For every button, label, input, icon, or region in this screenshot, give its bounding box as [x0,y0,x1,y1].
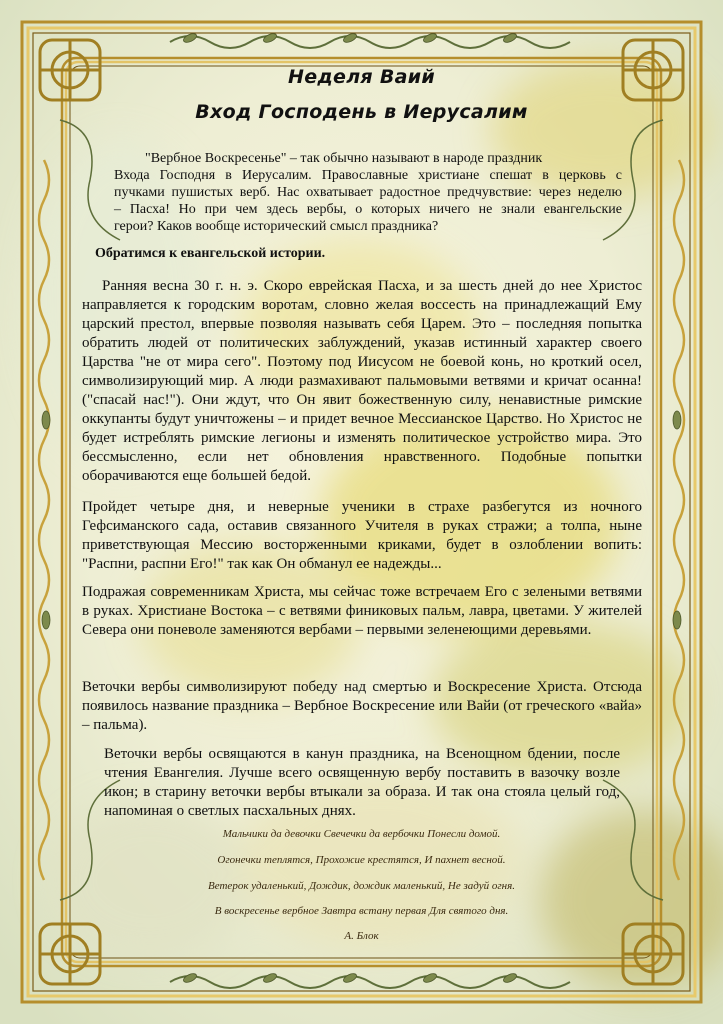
intro-line: пучками пушистых верб. Нас охватывает радостное предчувствие: через неделю [114,185,622,200]
page-title-line1: Неделя Ваий [288,66,435,88]
intro-line: Входа Господня в Иерусалим. Православные христиане спешат в церковь с [114,168,622,183]
intro-line: герои? Каков вообще исторический смысл праздника? [114,219,439,234]
poem-author: А. Блок [344,930,379,942]
paragraph-2: Пройдет четыре дня, и неверные ученики в страхе разбегутся из ночного Гефсиманского сада, оставив связанного Учителя в руках стражи; а толпа, ныне приветствующая Мессию восторженными криками, будет в озлоблении вопить: "Распни, распни Его!" так как Он обманул ее надежды... [82,499,642,572]
paragraph-3: Подражая современникам Христа, мы сейчас тоже встречаем Его с зелеными ветвями в руках. Христиане Востока – с ветвями финиковых пальм, лавра, цветами. У жителей Севера они поневоле заменяются вербами – первыми зеленеющими деревьями. [82,584,642,638]
poem-line-1: Мальчики да девочки Свечечки да вербочки Понесли домой. [222,828,501,840]
paragraph-5: Веточки вербы освящаются в канун праздника, на Всенощном бдении, после чтения Евангелия. Лучше всего освященную вербу поставить в вазочку возле икон; в старину веточки вербы втыкали за образа. И так она стояла целый год, напоминая о светлых пасхальных днях. [104,746,620,819]
intro-line: "Вербное Воскресенье" – так обычно называют в народе праздник [145,151,543,166]
page-title-line2: Вход Господень в Иерусалим [195,101,528,123]
poem-line-3: Ветерок удаленький, Дождик, дождик маленький, Не задуй огня. [208,880,515,892]
paragraph-4: Веточки вербы символизируют победу над смертью и Воскресение Христа. Отсюда появилось название праздника – Вербное Воскресение или Вайи (от греческого «вайа» – пальма). [82,679,642,733]
section-heading: Обратимся к евангельской истории. [95,246,326,261]
paragraph-1: Ранняя весна 30 г. н. э. Скоро еврейская Пасха, и за шесть дней до нее Христос направляется к городским воротам, словно желая воссесть на принадлежащий Ему царский престол, впервые позволяя называть себя Царем. Это – последняя попытка обратить людей от политических заблуждений, указав истинный характер своего Царства "не от мира сего". Поэтому под Иисусом не боевой конь, но кроткий осел, символизирующий мир. А люди размахивают пальмовыми ветвями и кричат осанна! ("спасай нас!"). Они ждут, что Он явит божественную силу, ненавистные римские оккупанты будут уничтожены – и придет вечное Мессианское Царство. Но Христос не будет истреблять римские легионы и изменять политическое устройство мира. Это бессмысленно, если нет обновления нравственного. Подобные попытки оборачиваются еще большей бедой. [82,278,642,484]
poem-line-2: Огонечки теплятся, Прохожие крестятся, И пахнет весной. [217,854,506,866]
poem-line-4: В воскресенье вербное Завтра встану первая Для святого дня. [214,905,509,917]
intro-line: – Пасха! Но при чем здесь вербы, о которых ничего не знали евангельские [114,202,622,217]
